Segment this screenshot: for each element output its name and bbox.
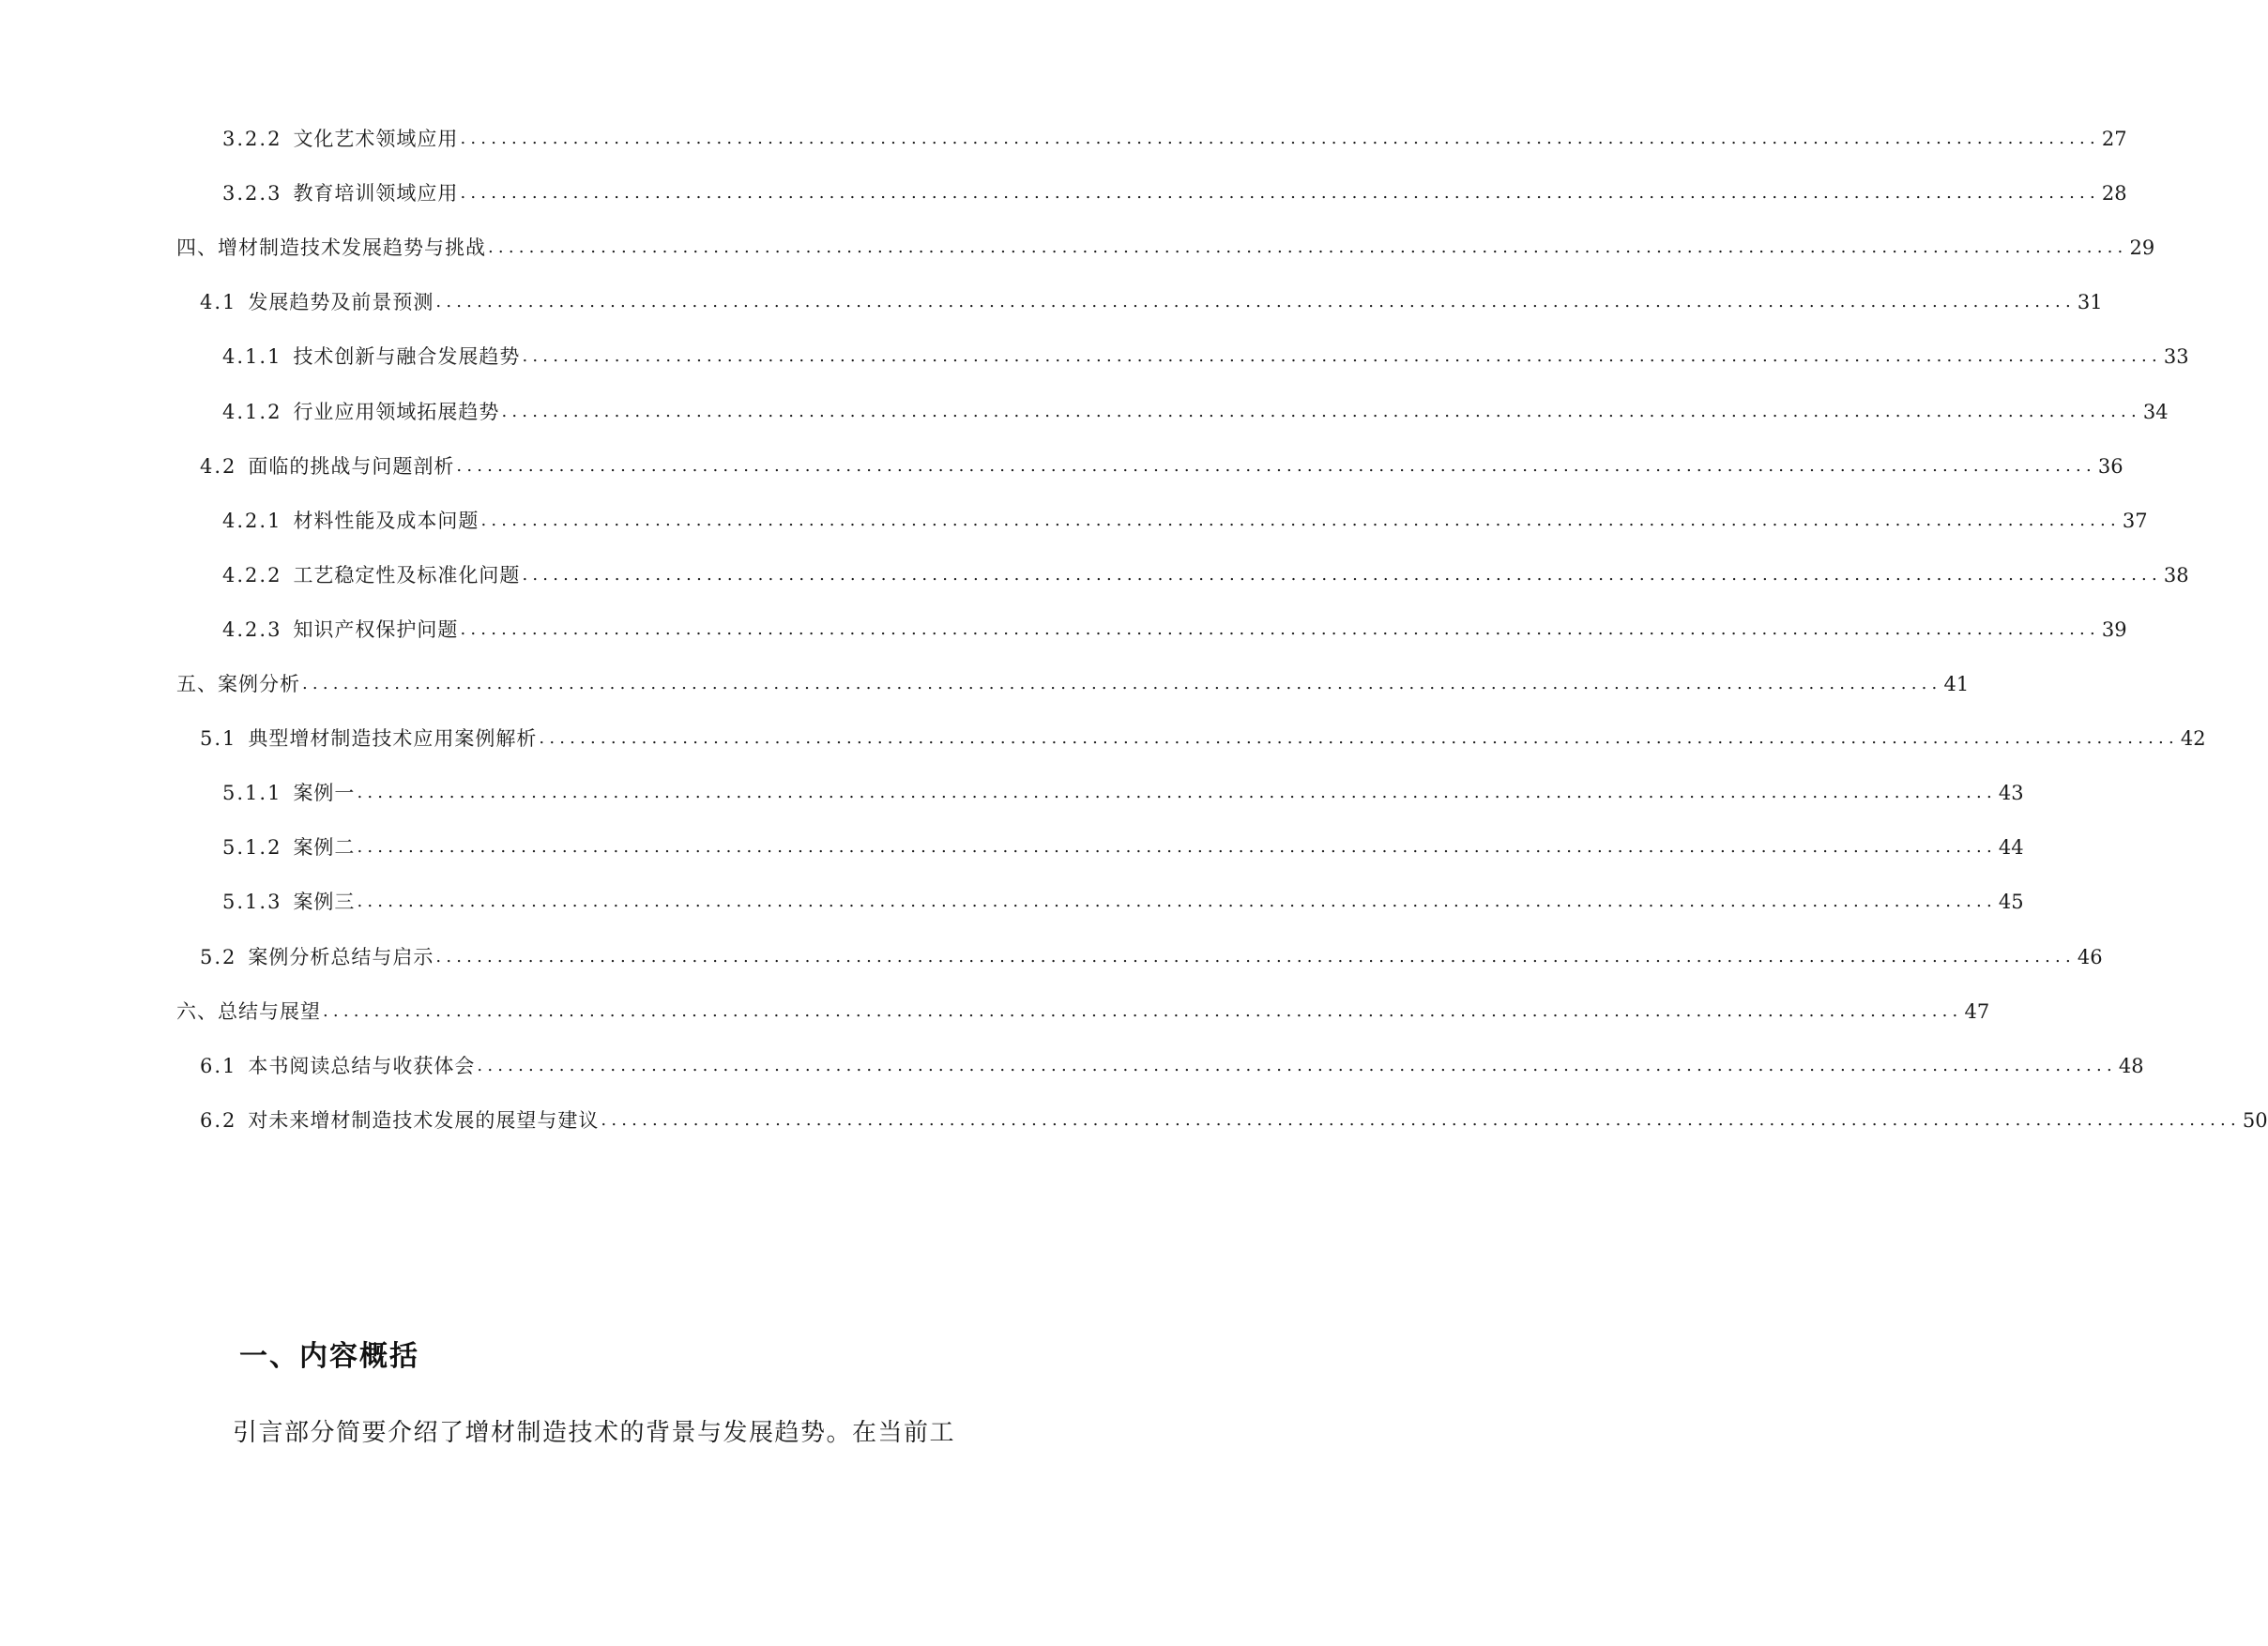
toc-entry-page-number: 47 [1964, 999, 1990, 1023]
toc-entry-title: 对未来增材制造技术发展的展望与建议 [248, 1108, 600, 1132]
toc-entry-page-number: 50 [2242, 1108, 2268, 1132]
toc-dot-leader: ................................................................................................................................................................ [601, 1109, 2241, 1130]
toc-entry[interactable] [200, 1106, 2268, 1135]
toc-entry[interactable] [222, 888, 2024, 916]
toc-entry-number: 4.2.1 [222, 509, 282, 532]
toc-entry-page-number: 45 [1998, 891, 2024, 914]
toc-dot-leader: ................................................................................................................................................................ [488, 237, 2128, 258]
toc-entry-title: 材料性能及成本问题 [293, 509, 479, 532]
toc-entry-page-number: 33 [2163, 345, 2189, 369]
toc-entry-number: 4.1.1 [222, 345, 282, 369]
toc-entry[interactable] [200, 1052, 2144, 1080]
toc-entry-title: 文化艺术领域应用 [293, 128, 459, 150]
toc-dot-leader: ................................................................................................................................................................ [539, 728, 2179, 749]
toc-entry-title: 案例分析总结与启示 [248, 945, 434, 968]
toc-entry-title: 案例二 [293, 836, 356, 860]
toc-entry-number: 6.2 [200, 1108, 237, 1132]
toc-dot-leader: ................................................................................................................................................................ [357, 837, 1997, 858]
intro-paragraph: 引言部分简要介绍了增材制造技术的背景与发展趋势。在当前工 [233, 1419, 956, 1447]
toc-entry-number: 4.1 [200, 291, 237, 314]
toc-entry-title: 六、总结与展望 [176, 999, 321, 1023]
toc-entry-page-number: 27 [2101, 128, 2127, 150]
toc-dot-leader: ................................................................................................................................................................ [357, 783, 1997, 803]
toc-entry-number: 3.2.3 [222, 182, 282, 206]
toc-entry[interactable] [222, 507, 2148, 535]
toc-dot-leader: ................................................................................................................................................................ [460, 183, 2100, 204]
toc-entry-page-number: 42 [2180, 727, 2206, 751]
toc-entry-number: 4.2.3 [222, 617, 282, 641]
toc-entry-number: 5.1 [200, 727, 237, 751]
toc-entry-number: 4.2 [200, 454, 237, 478]
toc-entry-title: 四、增材制造技术发展趋势与挑战 [176, 236, 486, 260]
toc-entry-number: 5.1.3 [222, 891, 282, 914]
toc-entry-title: 案例一 [293, 782, 356, 805]
toc-entry-title: 技术创新与融合发展趋势 [293, 345, 521, 369]
toc-entry[interactable] [176, 234, 2155, 262]
toc-entry-title: 案例三 [293, 891, 356, 914]
toc-entry-title: 发展趋势及前景预测 [248, 291, 434, 314]
toc-entry[interactable] [176, 670, 1970, 698]
toc-dot-leader: ................................................................................................................................................................ [477, 1055, 2117, 1075]
toc-entry-title: 典型增材制造技术应用案例解析 [248, 727, 538, 751]
toc-entry-page-number: 48 [2118, 1054, 2144, 1077]
toc-entry-page-number: 34 [2142, 400, 2169, 423]
toc-entry-title: 面临的挑战与问题剖析 [248, 454, 455, 478]
toc-entry-page-number: 31 [2077, 291, 2103, 314]
toc-entry[interactable] [200, 724, 2206, 753]
toc-dot-leader: ................................................................................................................................................................ [501, 401, 2141, 421]
toc-entry[interactable] [222, 398, 2169, 426]
toc-entry[interactable] [222, 343, 2189, 371]
toc-dot-leader: ................................................................................................................................................................ [522, 346, 2162, 367]
toc-entry-page-number: 38 [2163, 563, 2189, 587]
toc-entry-number: 5.1.2 [222, 836, 282, 860]
toc-entry-page-number: 43 [1998, 782, 2024, 805]
toc-entry-page-number: 44 [1998, 836, 2024, 860]
toc-dot-leader: ................................................................................................................................................................ [357, 892, 1997, 912]
toc-entry[interactable] [222, 125, 2127, 153]
toc-entry[interactable] [222, 616, 2127, 644]
toc-dot-leader: ................................................................................................................................................................ [460, 618, 2100, 639]
toc-entry[interactable] [176, 998, 1990, 1026]
toc-entry-number: 3.2.2 [222, 128, 282, 150]
toc-dot-leader: ................................................................................................................................................................ [456, 455, 2096, 476]
toc-entry[interactable] [200, 452, 2123, 480]
toc-entry-page-number: 36 [2097, 454, 2123, 478]
section-heading: 一、内容概括 [239, 1340, 419, 1373]
toc-entry-number: 6.1 [200, 1054, 237, 1077]
toc-entry[interactable] [222, 779, 2024, 807]
toc-entry[interactable] [200, 288, 2103, 316]
toc-entry-title: 行业应用领域拓展趋势 [293, 400, 500, 423]
toc-entry-page-number: 28 [2101, 182, 2127, 206]
toc-entry-title: 五、案例分析 [176, 673, 300, 695]
toc-entry-page-number: 41 [1943, 673, 1970, 695]
toc-entry-title: 本书阅读总结与收获体会 [248, 1054, 476, 1077]
toc-entry[interactable] [222, 561, 2189, 589]
toc-entry[interactable] [222, 179, 2127, 207]
toc-dot-leader: ................................................................................................................................................................ [460, 129, 2100, 148]
toc-entry-title: 工艺稳定性及标准化问题 [293, 563, 521, 587]
toc-entry[interactable] [200, 943, 2103, 971]
toc-dot-leader: ................................................................................................................................................................ [435, 946, 2076, 967]
toc-dot-leader: ................................................................................................................................................................ [435, 292, 2076, 312]
toc-entry-page-number: 29 [2129, 236, 2155, 260]
toc-entry-number: 4.2.2 [222, 563, 282, 587]
toc-entry-title: 知识产权保护问题 [293, 617, 459, 641]
toc-dot-leader: ................................................................................................................................................................ [302, 674, 1942, 693]
toc-entry[interactable] [222, 833, 2024, 861]
toc-entry-number: 4.1.2 [222, 400, 282, 423]
toc-dot-leader: ................................................................................................................................................................ [323, 1000, 1963, 1021]
toc-entry-page-number: 37 [2122, 509, 2148, 532]
toc-entry-title: 教育培训领域应用 [293, 182, 459, 206]
toc-entry-page-number: 39 [2101, 617, 2127, 641]
toc-entry-number: 5.2 [200, 945, 237, 968]
toc-entry-number: 5.1.1 [222, 782, 282, 805]
toc-entry-page-number: 46 [2077, 945, 2103, 968]
toc-dot-leader: ................................................................................................................................................................ [522, 564, 2162, 585]
toc-dot-leader: ................................................................................................................................................................ [480, 510, 2121, 530]
